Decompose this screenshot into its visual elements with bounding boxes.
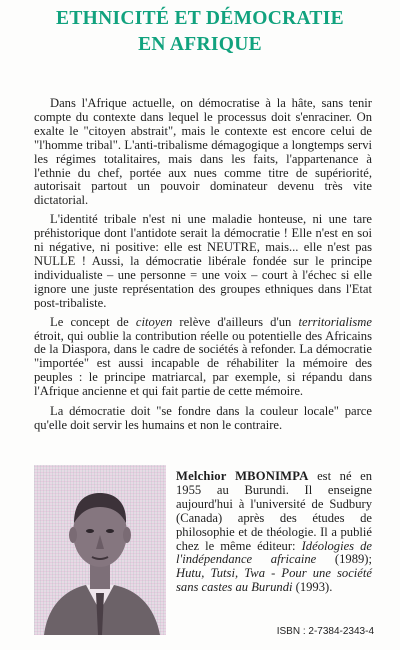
author-bio-part-c: (1993). <box>292 580 333 595</box>
book-title-line-2: EN AFRIQUE <box>138 34 262 55</box>
author-bio <box>176 470 372 595</box>
author-bio-part-a: est né en 1955 au Burundi. Il enseigne aujourd'hui à l'université de Sudbury (Canada) après des études de philosophie et de théologie. Il a publié chez le même éditeur: <box>176 469 372 553</box>
blurb-paragraph-1: Dans l'Afrique actuelle, on démocratise à la hâte, sans tenir compte du contexte dans lequel le processus doit s'enraciner. On exalte le "citoyen abstrait", mais le contexte est encore celui de "l'homme tribal". L'anti-tribalisme démagogique a longtemps servi les régimes totalitaires, mais dans les faits, l'appartenance à l'ethnie du chef, portée aux nues comme titre de supériorité, autorisait partout un pouvoir dominateur devenu très vite dictatorial. <box>34 96 372 208</box>
book-title-line-1: ETHNICITÉ ET DÉMOCRATIE <box>56 8 344 29</box>
author-book-1: Idéologies de l'indépendance africaine <box>176 538 373 567</box>
blurb-paragraph-3 <box>34 316 372 399</box>
blurb-p3-citoyen: citoyen <box>135 314 173 329</box>
blurb-p3-part-b: relève d'ailleurs d'un <box>172 314 299 329</box>
isbn-number: ISBN : 2-7384-2343-4 <box>276 626 374 637</box>
author-book-2: Hutu, Tutsi, Twa - Pour une société sans castes au Burundi <box>176 566 372 595</box>
author-name: Melchior MBONIMPA <box>176 469 309 483</box>
author-portrait <box>34 465 166 635</box>
blurb-p3-part-a: Le concept de <box>50 314 136 329</box>
book-title <box>0 6 400 58</box>
author-portrait-drawing <box>34 465 166 635</box>
author-bio-part-b: (1989); <box>316 552 372 567</box>
blurb <box>34 97 372 438</box>
blurb-p3-territorialisme: territorialisme <box>298 314 372 329</box>
blurb-paragraph-4: La démocratie doit "se fondre dans la couleur locale" parce qu'elle doit servir les humains et non le contraire. <box>34 404 372 432</box>
blurb-p3-part-c: étroit, qui oublie la contribution réelle ou potentielle des Africains de la Diaspora, dans le cadre de sociétés à refonder. La démocratie "importée" est aussi incapable de réhabiliter la mémoire des peuples : le principe matriarcal, par exemple, si répandu dans l'Afrique ancienne et qui fait partie de cette mémoire. <box>34 328 372 399</box>
blurb-paragraph-2: L'identité tribale n'est ni une maladie honteuse, ni une tare préhistorique dont l'antidote serait la démocratie ! Elle n'est en soi ni négative, ni positive: elle est NEUTRE, mais... elle n'est pas NULLE ! Aussi, la démocratie libérale fondée sur le principe individualiste – une personne = une voix – court à l'échec si elle ignore une juste représentation des groupes ethniques dans l'Etat post-tribaliste. <box>34 212 372 310</box>
